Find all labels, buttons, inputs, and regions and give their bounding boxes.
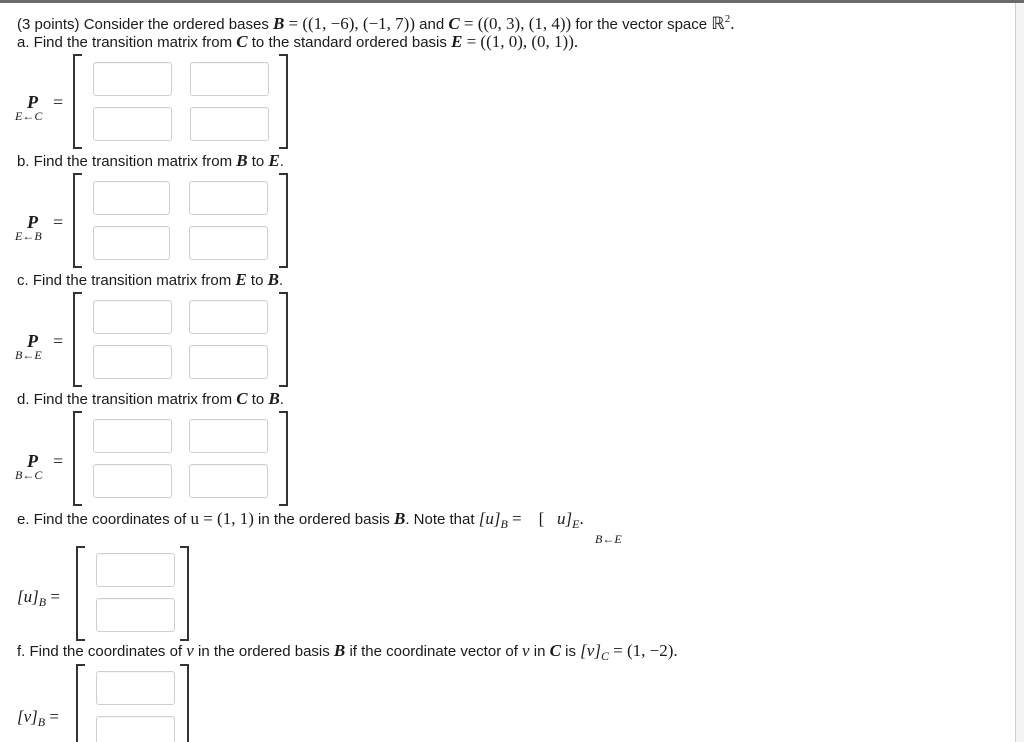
part-e-note-subscript: B←E bbox=[595, 532, 622, 546]
part-e-note-formula bbox=[478, 509, 584, 531]
part-f-text-2: in the ordered basis bbox=[198, 643, 330, 660]
part-e-prompt bbox=[17, 509, 584, 534]
part-e-vector-label bbox=[17, 587, 60, 610]
part-c-end: . bbox=[278, 272, 284, 289]
p-symbol: P bbox=[27, 92, 38, 112]
part-c-from: E bbox=[235, 270, 247, 289]
note-lhs: [u] bbox=[478, 509, 501, 528]
p-subscript: E←C bbox=[15, 109, 43, 123]
part-f-vector bbox=[76, 664, 189, 742]
part-b-text-1: b. Find the transition matrix from bbox=[17, 153, 233, 170]
part-b-cell-2-2[interactable] bbox=[189, 226, 268, 260]
vector-space-text: for the vector space bbox=[575, 16, 708, 33]
part-f-v: v bbox=[186, 641, 194, 660]
p-subscript: B←C bbox=[15, 468, 43, 482]
part-b-prompt bbox=[17, 151, 284, 172]
part-c-to: B bbox=[267, 270, 279, 289]
left-bracket bbox=[73, 54, 82, 149]
u-b-symbol: [u] bbox=[17, 587, 39, 606]
equals-sign: = bbox=[53, 451, 64, 471]
part-f-text-4: in bbox=[533, 643, 546, 660]
part-d-matrix bbox=[73, 411, 288, 506]
part-f-cell-2[interactable] bbox=[96, 716, 175, 742]
part-c-cell-2-2[interactable] bbox=[189, 345, 268, 379]
scrollbar[interactable] bbox=[1016, 3, 1024, 742]
part-f-text-5: is bbox=[565, 643, 576, 660]
note-eq: = bbox=[512, 509, 522, 528]
part-c-matrix bbox=[73, 292, 288, 387]
part-f-coord-sub: C bbox=[600, 649, 609, 663]
note-bracket: [ bbox=[538, 509, 545, 528]
left-bracket bbox=[76, 664, 85, 742]
part-d-cell-1-1[interactable] bbox=[93, 419, 172, 453]
left-bracket bbox=[76, 546, 85, 641]
part-a-from: C bbox=[236, 32, 248, 51]
part-b-from: B bbox=[236, 151, 248, 170]
u-b-subscript: B bbox=[38, 595, 47, 609]
part-d-from: C bbox=[236, 389, 248, 408]
part-b-cell-1-2[interactable] bbox=[189, 181, 268, 215]
part-e-u-def: u = (1, 1) bbox=[190, 509, 254, 528]
part-d-prompt bbox=[17, 389, 284, 410]
left-bracket bbox=[73, 173, 82, 268]
part-b-cell-1-1[interactable] bbox=[93, 181, 170, 215]
right-bracket bbox=[180, 664, 189, 742]
part-d-to: B bbox=[268, 389, 280, 408]
part-b-matrix bbox=[73, 173, 288, 268]
v-b-symbol: [v] bbox=[17, 707, 38, 726]
part-a-cell-1-2[interactable] bbox=[190, 62, 269, 96]
right-bracket bbox=[279, 173, 288, 268]
note-end: . bbox=[579, 509, 584, 528]
left-bracket bbox=[73, 411, 82, 506]
intro-text: Consider the ordered bases bbox=[83, 16, 269, 33]
r-symbol: ℝ bbox=[711, 14, 725, 33]
p-subscript: B←E bbox=[15, 348, 42, 362]
part-f-prompt bbox=[17, 641, 678, 666]
right-bracket bbox=[279, 411, 288, 506]
part-e-vector bbox=[76, 546, 189, 641]
part-e-text-1: e. Find the coordinates of bbox=[17, 511, 187, 528]
part-f-v2: v bbox=[522, 641, 530, 660]
left-bracket bbox=[73, 292, 82, 387]
equals-sign: = bbox=[53, 92, 64, 112]
p-symbol: P bbox=[27, 331, 38, 351]
equals-sign: = bbox=[53, 331, 64, 351]
part-d-end: . bbox=[279, 391, 284, 408]
part-b-end: . bbox=[279, 153, 284, 170]
basis-b-symbol: B bbox=[273, 14, 285, 33]
part-e-text-3: . Note that bbox=[405, 511, 475, 528]
equals-sign: = bbox=[53, 212, 64, 232]
problem-panel bbox=[0, 3, 1016, 742]
part-d-text-1: d. Find the transition matrix from bbox=[17, 391, 233, 408]
part-f-coord-rhs: = (1, −2). bbox=[613, 641, 678, 660]
part-c-cell-1-2[interactable] bbox=[189, 300, 268, 334]
part-f-basis: B bbox=[333, 641, 346, 660]
note-rhs-sub: E bbox=[572, 517, 580, 531]
part-a-cell-2-2[interactable] bbox=[190, 107, 269, 141]
part-d-to-word: to bbox=[251, 391, 265, 408]
part-b-to-word: to bbox=[251, 153, 265, 170]
right-bracket bbox=[279, 292, 288, 387]
part-a-prompt bbox=[17, 32, 578, 53]
part-e-cell-1[interactable] bbox=[96, 553, 175, 587]
part-d-cell-1-2[interactable] bbox=[189, 419, 268, 453]
p-symbol: P bbox=[27, 451, 38, 471]
note-rhs: u] bbox=[557, 509, 573, 528]
basis-b-definition: = ((1, −6), (−1, 7)) bbox=[288, 14, 415, 33]
part-f-text-3: if the coordinate vector of bbox=[349, 643, 518, 660]
part-b-to: E bbox=[268, 151, 280, 170]
part-d-cell-2-2[interactable] bbox=[189, 464, 268, 498]
basis-c-definition: = ((0, 3), (1, 4)) bbox=[463, 14, 572, 33]
right-bracket bbox=[279, 54, 288, 149]
part-f-cell-1[interactable] bbox=[96, 671, 175, 705]
part-c-text-1: c. Find the transition matrix from bbox=[17, 272, 232, 289]
right-bracket bbox=[180, 546, 189, 641]
part-f-coord-lhs: [v] bbox=[580, 641, 601, 660]
part-a-matrix bbox=[73, 54, 288, 149]
equals-sign: = bbox=[49, 707, 59, 726]
part-f-basis2: C bbox=[549, 641, 561, 660]
period: . bbox=[730, 14, 735, 33]
part-a-text-1: a. Find the transition matrix from bbox=[17, 34, 233, 51]
part-a-cell-2-1[interactable] bbox=[93, 107, 172, 141]
v-b-subscript: B bbox=[37, 715, 46, 729]
equals-sign: = bbox=[50, 587, 60, 606]
r2-symbol bbox=[711, 14, 734, 33]
r-exponent: 2 bbox=[724, 13, 731, 25]
part-b-cell-2-1[interactable] bbox=[93, 226, 170, 260]
and-text: and bbox=[419, 16, 445, 33]
part-f-vector-label bbox=[17, 707, 59, 730]
part-c-to-word: to bbox=[250, 272, 264, 289]
basis-c-symbol: C bbox=[448, 14, 460, 33]
part-e-text-2: in the ordered basis bbox=[258, 511, 390, 528]
part-d-cell-2-1[interactable] bbox=[93, 464, 172, 498]
p-symbol: P bbox=[27, 212, 38, 232]
part-e-cell-2[interactable] bbox=[96, 598, 175, 632]
part-c-prompt bbox=[17, 270, 283, 291]
points-label: (3 points) bbox=[17, 16, 80, 33]
part-a-text-2: to the standard ordered basis bbox=[251, 34, 447, 51]
part-a-cell-1-1[interactable] bbox=[93, 62, 172, 96]
part-a-to: E bbox=[451, 32, 463, 51]
part-e-basis: B bbox=[393, 509, 406, 528]
part-c-cell-1-1[interactable] bbox=[93, 300, 172, 334]
part-a-text-3: = ((1, 0), (0, 1)). bbox=[466, 32, 579, 51]
part-c-cell-2-1[interactable] bbox=[93, 345, 172, 379]
part-f-text-1: f. Find the coordinates of bbox=[17, 643, 183, 660]
p-subscript: E←B bbox=[15, 229, 42, 243]
note-lhs-sub: B bbox=[500, 517, 508, 531]
